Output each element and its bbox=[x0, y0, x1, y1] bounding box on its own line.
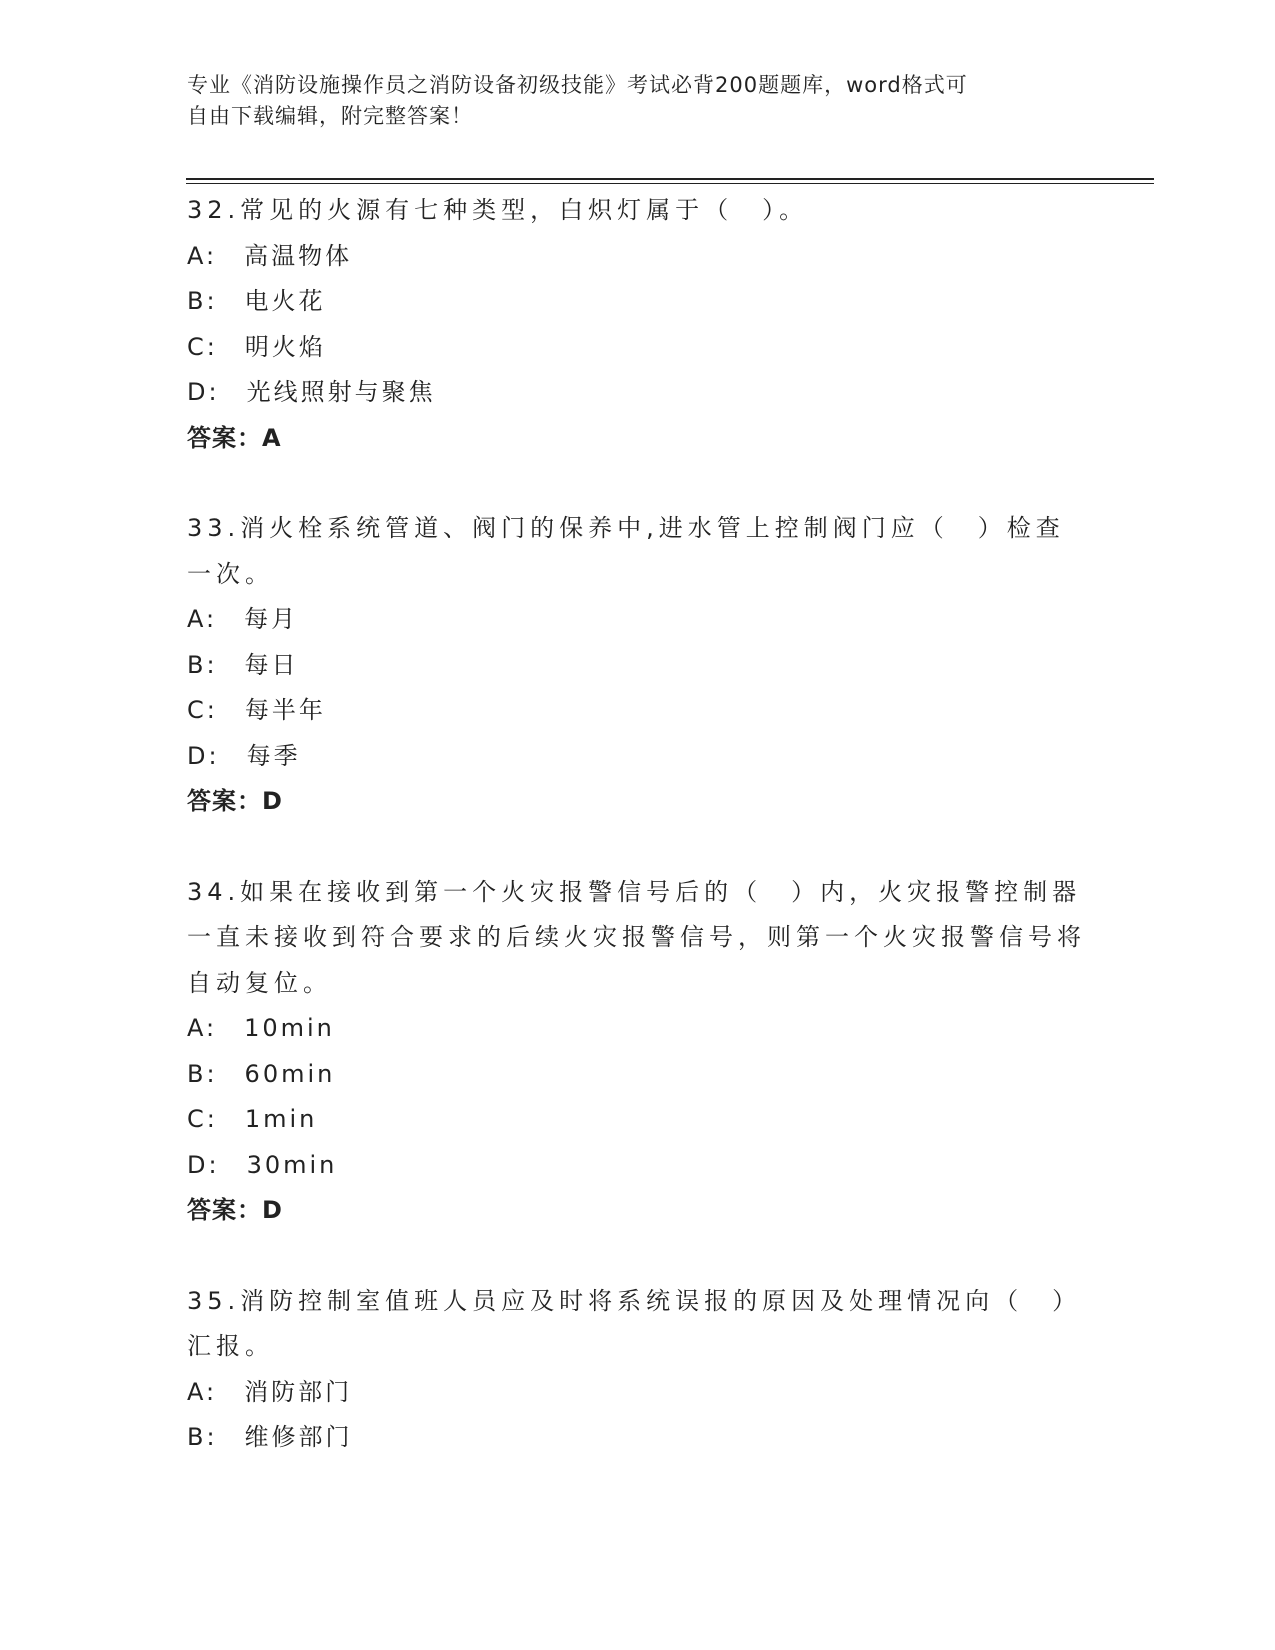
option-a: A: 消防部门 bbox=[187, 1377, 353, 1406]
header-line-2: 自由下载编辑，附完整答案！ bbox=[187, 104, 473, 128]
answer: 答案：D bbox=[187, 1196, 283, 1224]
option-c: C: 1min bbox=[187, 1105, 318, 1133]
question-text: 33.消火栓系统管道、阀门的保养中,进水管上控制阀门应（ ）检查一次。 bbox=[187, 514, 1065, 588]
option-a: A: 高温物体 bbox=[187, 241, 353, 270]
question-35 bbox=[187, 1279, 1087, 1461]
option-c: C: 明火焰 bbox=[187, 332, 326, 361]
answer: 答案：D bbox=[187, 787, 283, 815]
option-d: D: 光线照射与聚焦 bbox=[187, 378, 436, 406]
header-divider-thin bbox=[186, 183, 1154, 184]
question-34 bbox=[187, 870, 1087, 1234]
option-a: A: 10min bbox=[187, 1014, 335, 1042]
option-d: D: 30min bbox=[187, 1150, 338, 1179]
option-b: B: 60min bbox=[187, 1059, 336, 1088]
option-b: B: 维修部门 bbox=[187, 1423, 353, 1451]
option-b: B: 电火花 bbox=[187, 287, 326, 315]
option-a: A: 每月 bbox=[187, 605, 299, 633]
header-line-1: 专业《消防设施操作员之消防设备初级技能》考试必背200题题库，word格式可 bbox=[187, 73, 968, 97]
document-header bbox=[187, 70, 1067, 132]
option-d: D: 每季 bbox=[187, 741, 301, 770]
question-33 bbox=[187, 506, 1087, 825]
option-b: B: 每日 bbox=[187, 650, 299, 679]
option-c: C: 每半年 bbox=[187, 696, 326, 724]
question-text: 32.常见的火源有七种类型，白炽灯属于（ ）。 bbox=[187, 196, 809, 224]
question-text: 35.消防控制室值班人员应及时将系统误报的原因及处理情况向（ ）汇报。 bbox=[187, 1286, 1082, 1360]
header-divider-thick bbox=[186, 178, 1154, 180]
question-32 bbox=[187, 188, 1087, 461]
question-list bbox=[187, 188, 1087, 1506]
question-text: 34.如果在接收到第一个火灾报警信号后的（ ）内，火灾报警控制器一直未接收到符合要求的后续火灾报警信号，则第一个火灾报警信号将自动复位。 bbox=[187, 877, 1086, 997]
answer: 答案：A bbox=[187, 423, 282, 452]
